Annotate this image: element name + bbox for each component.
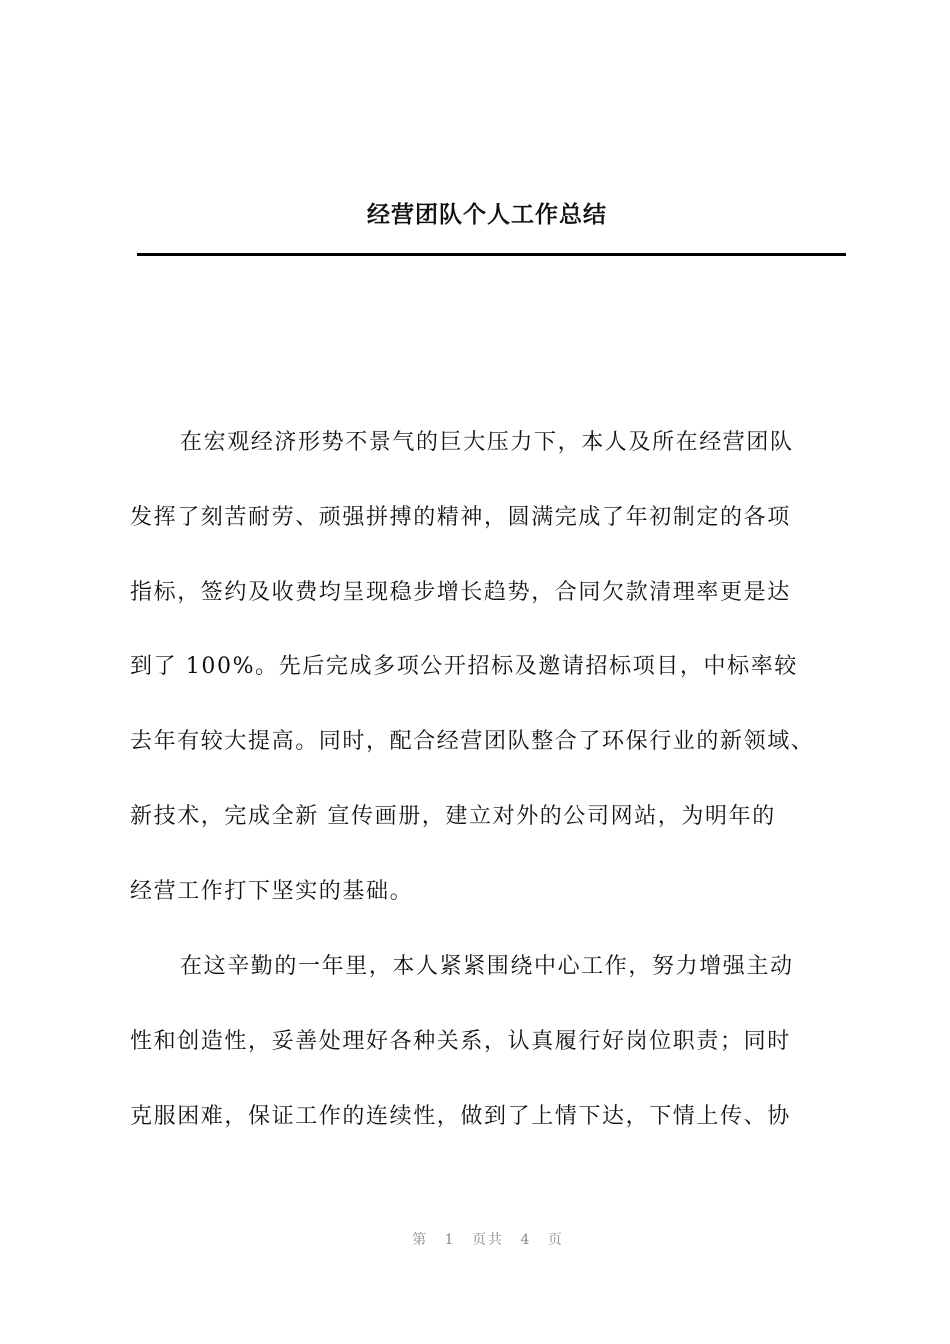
paragraph-1-line-6: 新技术，完成全新 宣传画册，建立对外的公司网站，为明年的 xyxy=(130,804,776,829)
document-title: 经营团队个人工作总结 xyxy=(367,202,607,228)
footer-total-pages: 4 xyxy=(520,1232,532,1248)
footer-ye-gong: 页共 xyxy=(472,1232,504,1248)
paragraph-1-line-7: 经营工作打下坚实的基础。 xyxy=(130,879,414,904)
page-number-footer xyxy=(0,1229,950,1249)
paragraph-1-line-3: 指标，签约及收费均呈现稳步增长趋势，合同欠款清理率更是达 xyxy=(130,580,791,605)
paragraph-1-line-1: 在宏观经济形势不景气的巨大压力下，本人及所在经营团队 xyxy=(180,430,794,455)
footer-di: 第 xyxy=(412,1232,429,1248)
paragraph-2-line-1: 在这辛勤的一年里，本人紧紧围绕中心工作，努力增强主动 xyxy=(180,954,794,979)
paragraph-2-line-2: 性和创造性，妥善处理好各种关系，认真履行好岗位职责；同时 xyxy=(130,1029,791,1054)
paragraph-1-line-5: 去年有较大提高。同时，配合经营团队整合了环保行业的新领域、 xyxy=(130,729,815,754)
footer-current-page: 1 xyxy=(444,1232,456,1248)
title-underline xyxy=(137,253,846,256)
paragraph-2-line-3: 克服困难，保证工作的连续性，做到了上情下达，下情上传、协 xyxy=(130,1104,791,1129)
paragraph-1-line-4: 到了 100%。先后完成多项公开招标及邀请招标项目，中标率较 xyxy=(130,654,798,679)
footer-ye: 页 xyxy=(547,1232,564,1248)
paragraph-1-line-2: 发挥了刻苦耐劳、顽强拼搏的精神，圆满完成了年初制定的各项 xyxy=(130,505,791,530)
